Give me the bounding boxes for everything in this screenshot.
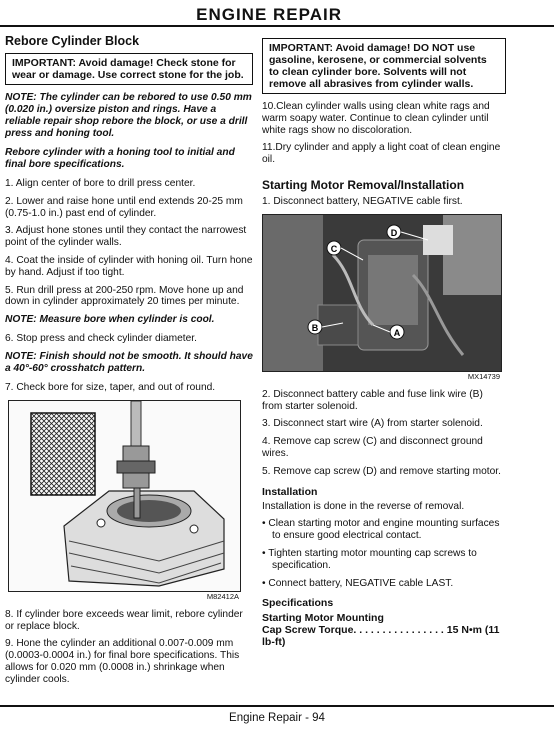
callout-a: A	[393, 327, 401, 338]
step-7: 7. Check bore for size, taper, and out of round.	[5, 381, 216, 393]
callout-d: D	[390, 227, 398, 238]
spec-title: Starting Motor Mounting	[262, 612, 384, 625]
hone-illustration	[9, 401, 240, 591]
starter-step-2: 2. Disconnect battery cable and fuse link wire (B) from starter solenoid.	[262, 388, 483, 412]
install-bullet-2: • Tighten starting motor mounting cap screws to specification.	[262, 547, 477, 571]
install-bullet-1: • Clean starting motor and engine mounting surfaces to ensure good electrical contact.	[262, 518, 500, 542]
spec-torque: Cap Screw Torque. . . . . . . . . . . . . . . . 15 N•m (11 lb-ft)	[262, 624, 500, 649]
step-11: 11.Dry cylinder and apply a light coat of clean engine oil.	[262, 142, 501, 166]
important-box-solvents: IMPORTANT: Avoid damage! DO NOT use gasoline, kerosene, or commercial solvents to clean cylinder bore. Solvents will not remove all abrasives from cylinder walls.	[262, 38, 506, 94]
step-8: 8. If cylinder bore exceeds wear limit, rebore cylinder or replace block.	[5, 608, 243, 632]
step-5: 5. Run drill press at 200-250 rpm. Move hone up and down in cylinder approximately 20 times per minute.	[5, 284, 244, 308]
note-honing-spec: Rebore cylinder with a honing tool to initial and final bore specifications.	[5, 147, 235, 170]
note-crosshatch: NOTE: Finish should not be smooth. It should have a 40°-60° crosshatch pattern.	[5, 350, 253, 374]
step-3: 3. Adjust hone stones until they contact the narrowest point of the cylinder walls.	[5, 225, 247, 249]
header-rule	[0, 25, 554, 27]
page-footer: Engine Repair - 94	[229, 712, 325, 724]
starter-step-4: 4. Remove cap screw (C) and disconnect ground wires.	[262, 436, 483, 459]
figure-label: M82412A	[206, 591, 239, 601]
photo-label: MX14739	[467, 371, 500, 381]
step-2: 2. Lower and raise hone until end extends 20-25 mm (0.75-1.0 in.) past end of cylinder.	[5, 195, 243, 219]
install-bullet-3: • Connect battery, NEGATIVE cable LAST.	[262, 577, 454, 589]
hone-figure	[8, 400, 241, 592]
footer-rule	[0, 705, 554, 707]
step-1: 1. Align center of bore to drill press center.	[5, 178, 196, 189]
note-oversize: NOTE: The cylinder can be rebored to use 0.50 mm (0.020 in.) oversize piston and rings. Have a reliable repair shop rebore the block, or use a drill press and honing tool.	[5, 92, 252, 139]
rebore-heading: Rebore Cylinder Block	[5, 34, 140, 48]
step-10: 10.Clean cylinder walls using clean white rags and warm soapy water. Continue to clean cylinder until white rags show no discoloration.	[262, 101, 490, 136]
note-measure: NOTE: Measure bore when cylinder is cool.	[5, 314, 215, 326]
starter-step-1: 1. Disconnect battery, NEGATIVE cable first.	[262, 195, 463, 207]
specs-heading: Specifications	[262, 597, 334, 610]
starter-step-5: 5. Remove cap screw (D) and remove starting motor.	[262, 465, 501, 477]
starter-motor-image	[263, 215, 501, 371]
page-title: ENGINE REPAIR	[196, 5, 342, 24]
callout-c: C	[330, 243, 338, 254]
starter-heading: Starting Motor Removal/Installation	[262, 177, 465, 192]
callout-b: B	[311, 322, 319, 333]
installation-text: Installation is done in the reverse of removal.	[262, 500, 465, 512]
installation-heading: Installation	[262, 485, 318, 498]
left-column	[5, 33, 253, 692]
important-box-stone: IMPORTANT: Avoid damage! Check stone for wear or damage. Use correct stone for the job.	[5, 53, 253, 85]
step-4: 4. Coat the inside of cylinder with honing oil. Turn hone by hand. Adjust if too tight.	[5, 254, 253, 278]
step-6: 6. Stop press and check cylinder diameter.	[5, 333, 197, 345]
starter-step-3: 3. Disconnect start wire (A) from starter solenoid.	[262, 418, 483, 430]
step-9: 9. Hone the cylinder an additional 0.007-0.009 mm (0.0003-0.0004 in.) for final bore specifications. This allows for 0.020 mm (0.0008 in.) shrinkage when cylinder cools.	[5, 638, 240, 685]
starter-photo	[262, 214, 502, 372]
right-column	[262, 38, 506, 648]
